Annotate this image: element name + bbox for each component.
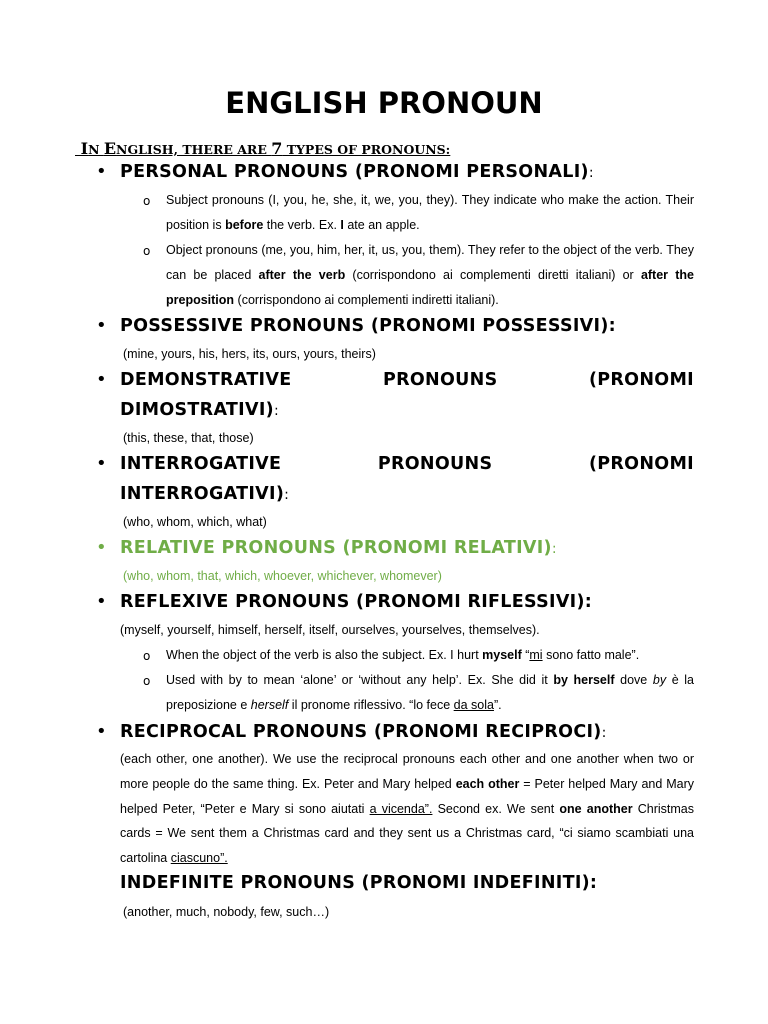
underlined-run: mi	[529, 648, 543, 662]
bold-run: after the verb	[258, 267, 346, 282]
heading-text: RELATIVE PRONOUNS (PRONOMI RELATIVI)	[120, 538, 552, 558]
heading-demonstrative	[120, 368, 694, 392]
heading-demonstrative-line2	[120, 398, 279, 423]
demonstrative-examples: (this, these, that, those)	[123, 431, 254, 445]
text-run: il pronome riflessivo. “lo fece	[288, 697, 454, 712]
heading-personal	[120, 160, 594, 185]
text-run: When the object of the verb is also the subject. Ex. I hurt	[166, 648, 483, 662]
heading-colon: :	[273, 403, 279, 419]
intro-part: I	[75, 139, 89, 158]
bold-run: I	[340, 217, 344, 232]
heading-indefinite: INDEFINITE PRONOUNS (PRONOMI INDEFINITI):	[120, 873, 598, 893]
underlined-run: a vicenda”.	[369, 801, 433, 816]
text-run: ”.	[493, 697, 502, 712]
interrogative-examples: (who, whom, which, what)	[123, 515, 267, 529]
text-run: (corrispondono ai complementi indiretti italiani).	[234, 292, 499, 307]
heading-colon: :	[588, 165, 594, 181]
circle-bullet-icon: o	[143, 194, 151, 208]
heading-word: (PRONOMI	[588, 370, 694, 390]
bullet-icon: •	[96, 537, 107, 558]
text-run: è la preposizione e	[166, 673, 694, 712]
text-run: Object pronouns (me, you, him, her, it, us, you, them). They refer to the object of the verb. They can be placed	[166, 243, 694, 282]
heading-colon: :	[284, 487, 290, 503]
intro-part: E	[103, 139, 117, 158]
heading-text: DIMOSTRATIVI)	[120, 400, 274, 420]
text-run: Subject pronouns (I, you, he, she, it, we, you, they). They indicate who make the action. Their position is	[166, 193, 694, 232]
heading-reflexive: REFLEXIVE PRONOUNS (PRONOMI RIFLESSIVI):	[120, 592, 593, 612]
text-run: dove	[614, 673, 653, 687]
underlined-run: da sola	[453, 697, 494, 712]
indefinite-examples: (another, much, nobody, few, such…)	[123, 905, 330, 919]
reciprocal-paragraph	[120, 747, 694, 871]
bullet-icon: •	[96, 721, 107, 742]
text-run: = Peter helped Mary and Mary helped Peter, “Peter e Mary si sono aiutati	[120, 776, 695, 816]
relative-examples: (who, whom, that, which, whoever, whichever, whomever)	[123, 569, 442, 583]
heading-colon: :	[551, 541, 557, 557]
heading-colon: :	[601, 725, 607, 741]
bullet-icon: •	[96, 591, 107, 612]
circle-bullet-icon: o	[143, 244, 151, 258]
heading-text: INTERROGATIVI)	[120, 484, 285, 504]
heading-word: (PRONOMI	[588, 454, 694, 474]
text-run: Used with by to mean ‘alone’ or ‘without any help’. Ex. She did it	[166, 673, 554, 687]
heading-interrogative-line2	[120, 482, 289, 507]
text-run: Second ex. We sent	[432, 801, 560, 816]
bold-run: by herself	[553, 673, 615, 687]
bold-run: myself	[482, 648, 522, 662]
intro-part: N	[88, 142, 104, 157]
heading-word: DEMONSTRATIVE	[120, 370, 292, 390]
circle-bullet-icon: o	[143, 674, 151, 688]
heading-text: PERSONAL PRONOUNS (PRONOMI PERSONALI)	[120, 162, 589, 182]
reflexive-item-1	[166, 643, 694, 668]
page-title: ENGLISH PRONOUN	[225, 86, 543, 120]
intro-part: TYPES OF PRONOUNS:	[282, 142, 451, 157]
text-run: sono fatto male”.	[542, 648, 640, 662]
heading-word: PRONOUNS	[382, 370, 498, 390]
bullet-icon: •	[96, 453, 107, 474]
reflexive-item-2	[166, 668, 694, 718]
underlined-run: ciascuno”.	[170, 851, 228, 866]
bold-run: before	[225, 217, 264, 232]
heading-reciprocal	[120, 720, 607, 745]
text-run: the verb. Ex.	[263, 217, 341, 232]
bullet-icon: •	[96, 315, 107, 336]
heading-relative	[120, 536, 557, 561]
heading-interrogative	[120, 452, 694, 476]
reflexive-examples: (myself, yourself, himself, herself, itself, ourselves, yourselves, themselves).	[120, 623, 540, 637]
text-run: (corrispondono ai complementi diretti italiani) or	[345, 267, 641, 282]
possessive-examples: (mine, yours, his, hers, its, ours, yours, theirs)	[123, 347, 376, 361]
bold-run: one another	[559, 801, 633, 816]
bullet-icon: •	[96, 161, 107, 182]
intro-line	[75, 138, 450, 161]
italic-run: herself	[250, 697, 289, 712]
subject-pronouns-item	[166, 188, 694, 238]
bold-run: after the preposition	[166, 267, 694, 307]
intro-part: NGLISH, THERE ARE	[116, 142, 272, 157]
object-pronouns-item	[166, 238, 694, 312]
bullet-icon: •	[96, 369, 107, 390]
circle-bullet-icon: o	[143, 649, 151, 663]
bold-run: each other	[455, 776, 520, 791]
heading-possessive: POSSESSIVE PRONOUNS (PRONOMI POSSESSIVI):	[120, 316, 616, 336]
heading-word: INTERROGATIVE	[120, 454, 282, 474]
heading-text: RECIPROCAL PRONOUNS (PRONOMI RECIPROCI)	[120, 722, 602, 742]
text-run: (each other, one another). We use the reciprocal pronouns each other and one another when two or more people do the same thing. Ex. Peter and Mary helped	[120, 752, 694, 791]
italic-run: by	[652, 673, 667, 687]
text-run: Christmas cards = We sent them a Christmas card and they sent us a Christmas card, “ci siamo scambiati una cartolina	[120, 801, 694, 866]
intro-part: 7	[271, 139, 283, 158]
text-run: ate an apple.	[343, 217, 420, 232]
heading-word: PRONOUNS	[377, 454, 493, 474]
text-run: “	[521, 648, 530, 662]
